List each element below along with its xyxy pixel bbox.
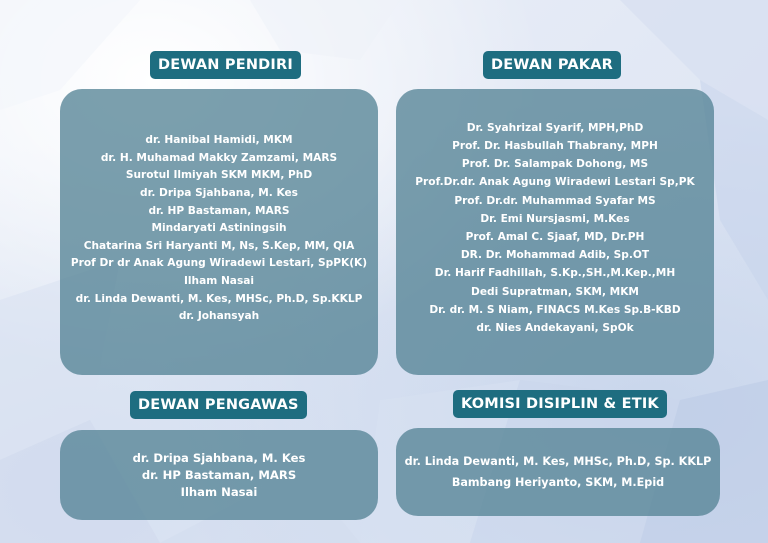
member-name: Dr. dr. M. S Niam, FINACS M.Kes Sp.B-KBD bbox=[429, 303, 681, 316]
dewan-pakar-panel bbox=[396, 89, 714, 375]
member-name: dr. Linda Dewanti, M. Kes, MHSc, Ph.D, Sp.KKLP bbox=[75, 292, 363, 305]
member-name: dr. Dripa Sjahbana, M. Kes bbox=[132, 450, 306, 465]
dewan-pendiri-heading: DEWAN PENDIRI bbox=[150, 51, 301, 79]
member-name: Dedi Supratman, SKM, MKM bbox=[471, 285, 639, 298]
member-name: Ilham Nasai bbox=[180, 484, 258, 499]
member-name: DR. Dr. Mohammad Adib, Sp.OT bbox=[460, 249, 650, 262]
member-name: Prof Dr dr Anak Agung Wiradewi Lestari, SpPK(K) bbox=[70, 257, 368, 270]
member-name: dr. Dripa Sjahbana, M. Kes bbox=[140, 187, 298, 200]
member-name: Bambang Heriyanto, SKM, M.Epid bbox=[451, 476, 665, 489]
member-name: Prof. Dr.dr. Muhammad Syafar MS bbox=[454, 194, 656, 207]
member-name: Chatarina Sri Haryanti M, Ns, S.Kep, MM, QIA bbox=[83, 239, 355, 252]
member-name: dr. Hanibal Hamidi, MKM bbox=[145, 134, 293, 147]
member-name: Dr. Syahrizal Syarif, MPH,PhD bbox=[466, 121, 644, 134]
dewan-pengawas-panel bbox=[60, 430, 378, 520]
member-name: Prof. Amal C. Sjaaf, MD, Dr.PH bbox=[465, 231, 645, 243]
member-name: Mindaryati Astiningsih bbox=[151, 222, 287, 235]
komisi-disiplin-etik-heading: KOMISI DISIPLIN & ETIK bbox=[453, 390, 667, 418]
member-name: Prof. Dr. Hasbullah Thabrany, MPH bbox=[452, 139, 658, 152]
member-name: Dr. Harif Fadhillah, S.Kp.,SH.,M.Kep.,MH bbox=[434, 267, 676, 280]
member-name: Ilham Nasai bbox=[183, 274, 255, 287]
member-name: dr. Johansyah bbox=[178, 310, 260, 323]
member-name: dr. HP Bastaman, MARS bbox=[141, 467, 297, 482]
dewan-pakar-heading: DEWAN PAKAR bbox=[483, 51, 621, 79]
dewan-pengawas-heading: DEWAN PENGAWAS bbox=[130, 391, 307, 419]
member-name: dr. Linda Dewanti, M. Kes, MHSc, Ph.D, Sp. KKLP bbox=[404, 455, 712, 468]
member-name: dr. Nies Andekayani, SpOk bbox=[476, 322, 634, 335]
member-name: dr. HP Bastaman, MARS bbox=[148, 204, 290, 217]
member-name: Prof. Dr. Salampak Dohong, MS bbox=[461, 158, 649, 171]
member-name: Surotul Ilmiyah SKM MKM, PhD bbox=[125, 169, 313, 182]
member-name: Prof.Dr.dr. Anak Agung Wiradewi Lestari Sp,PK bbox=[415, 176, 695, 189]
komisi-disiplin-etik-panel bbox=[396, 428, 720, 516]
member-name: dr. H. Muhamad Makky Zamzami, MARS bbox=[100, 151, 338, 164]
dewan-pendiri-panel bbox=[60, 89, 378, 375]
member-name: Dr. Emi Nursjasmi, M.Kes bbox=[480, 212, 630, 225]
